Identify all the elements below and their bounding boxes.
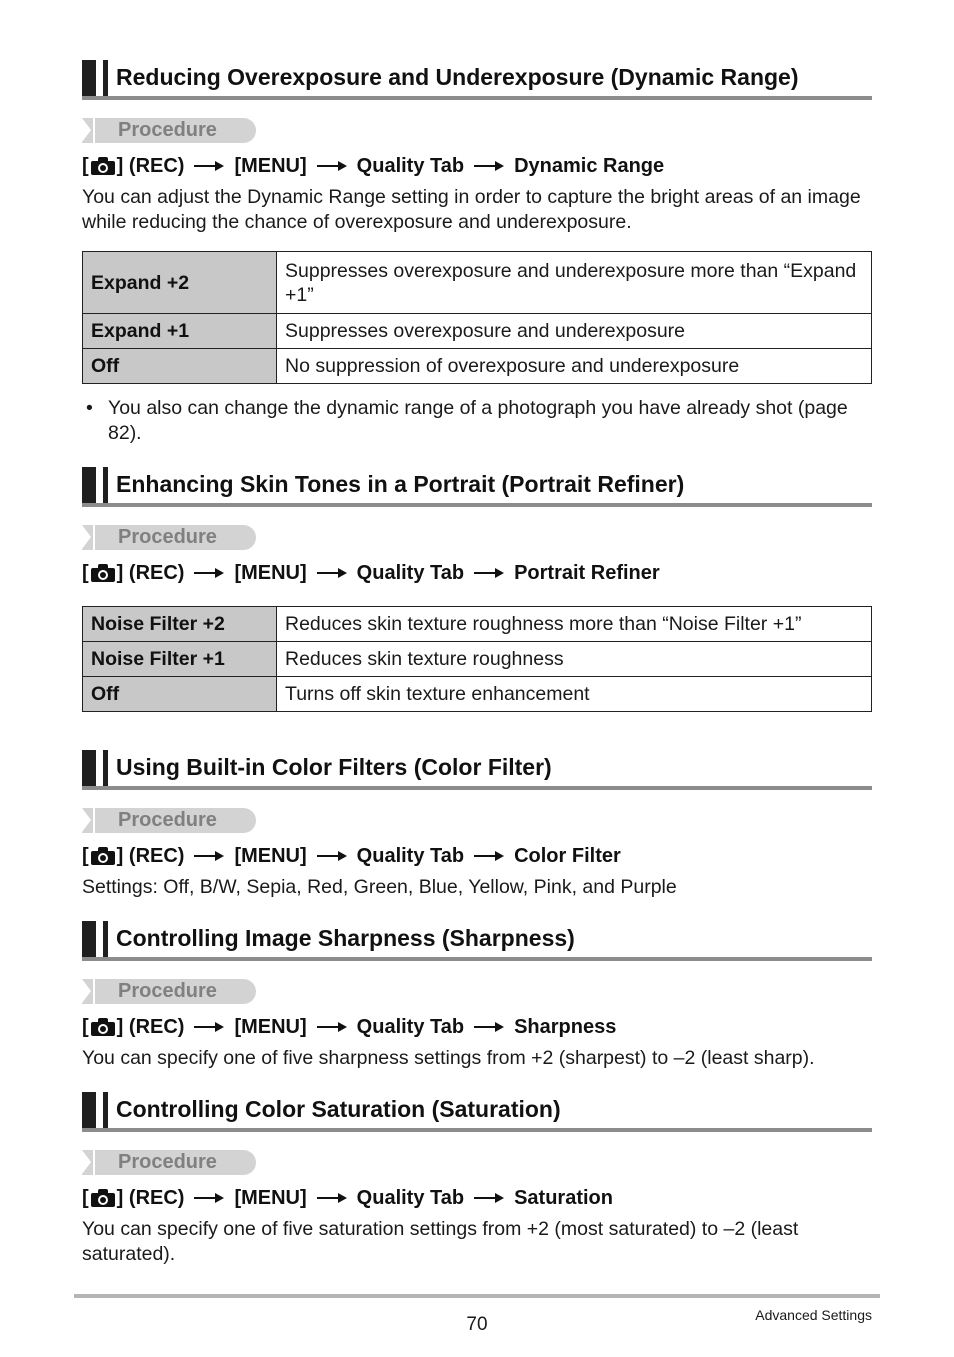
camera-icon [91,564,115,582]
setting-name: Noise Filter +2 [83,607,277,642]
section-title: Using Built-in Color Filters (Color Filter) [116,754,552,780]
arrow-right-icon [194,568,224,578]
settings-table [82,251,872,384]
menu-path-target: Color Filter [514,844,621,867]
section-description: You can specify one of five saturation settings from +2 (most saturated) to –2 (least saturated). [82,1218,799,1265]
camera-icon [91,1189,115,1207]
section-description: You can specify one of five sharpness settings from +2 (sharpest) to –2 (least sharp). [82,1047,815,1069]
procedure-label: Procedure [82,525,256,550]
menu-path-target: Portrait Refiner [514,561,660,584]
procedure-label: Procedure [82,808,256,833]
section-title: Controlling Image Sharpness (Sharpness) [116,925,575,951]
procedure-label: Procedure [82,979,256,1004]
menu-path: [ ] (REC) [MENU] Quality Tab Color Filter [82,844,621,867]
footer-section-label: Advanced Settings [755,1307,872,1323]
arrow-right-icon [194,161,224,171]
arrow-right-icon [474,1022,504,1032]
arrow-right-icon [194,851,224,861]
arrow-right-icon [474,161,504,171]
section-description: Settings: Off, B/W, Sepia, Red, Green, Blue, Yellow, Pink, and Purple [82,876,677,898]
section-heading [82,921,872,961]
section-heading [82,1092,872,1132]
section-title: Controlling Color Saturation (Saturation) [116,1096,561,1122]
table-row [83,252,872,314]
menu-path: [ ] (REC) [MENU] Quality Tab Dynamic Range [82,154,665,177]
setting-name: Expand +1 [83,314,277,349]
section-title: Reducing Overexposure and Underexposure (Dynamic Range) [116,64,799,90]
procedure-label: Procedure [82,118,256,143]
setting-description: Reduces skin texture roughness more than “Noise Filter +1” [277,607,872,642]
section-heading [82,467,872,507]
table-row [83,607,872,642]
table-row [83,349,872,384]
camera-icon [91,1018,115,1036]
camera-icon [91,847,115,865]
section-description: You can adjust the Dynamic Range setting in order to capture the bright areas of an image while reducing the chance of overexposure and underexposure. [82,186,861,233]
section-heading [82,750,872,790]
setting-description: Suppresses overexposure and underexposure more than “Expand +1” [277,252,872,314]
table-row [83,314,872,349]
setting-name: Expand +2 [83,252,277,314]
settings-table [82,606,872,712]
arrow-right-icon [194,1022,224,1032]
arrow-right-icon [317,1022,347,1032]
section-saturation [82,1092,872,1267]
section-sharpness [82,921,872,1071]
section-dynamic-range [82,60,872,446]
page-number: 70 [466,1314,488,1335]
arrow-right-icon [317,161,347,171]
arrow-right-icon [194,1193,224,1203]
menu-path-target: Saturation [514,1186,613,1209]
section-heading [82,60,872,100]
menu-path-target: Sharpness [514,1015,617,1038]
setting-description: Suppresses overexposure and underexposure [277,314,872,349]
setting-name: Noise Filter +1 [83,642,277,677]
table-row [83,642,872,677]
menu-path-target: Dynamic Range [514,154,665,177]
setting-description: No suppression of overexposure and underexposure [277,349,872,384]
section-portrait-refiner [82,467,872,712]
arrow-right-icon [474,568,504,578]
setting-name: Off [83,349,277,384]
setting-description: Reduces skin texture roughness [277,642,872,677]
arrow-right-icon [317,1193,347,1203]
setting-name: Off [83,677,277,712]
arrow-right-icon [474,851,504,861]
setting-description: Turns off skin texture enhancement [277,677,872,712]
arrow-right-icon [317,851,347,861]
procedure-label: Procedure [82,1150,256,1175]
section-title: Enhancing Skin Tones in a Portrait (Portrait Refiner) [116,471,685,497]
menu-path: [ ] (REC) [MENU] Quality Tab Saturation [82,1186,613,1209]
arrow-right-icon [474,1193,504,1203]
section-color-filter [82,750,872,900]
table-row [83,677,872,712]
camera-icon [91,157,115,175]
menu-path: [ ] (REC) [MENU] Quality Tab Sharpness [82,1015,617,1038]
menu-path: [ ] (REC) [MENU] Quality Tab Portrait Refiner [82,561,660,584]
arrow-right-icon [317,568,347,578]
footer-rule [74,1294,880,1298]
note-bullet: • You also can change the dynamic range of a photograph you have already shot (page 82). [86,397,848,444]
